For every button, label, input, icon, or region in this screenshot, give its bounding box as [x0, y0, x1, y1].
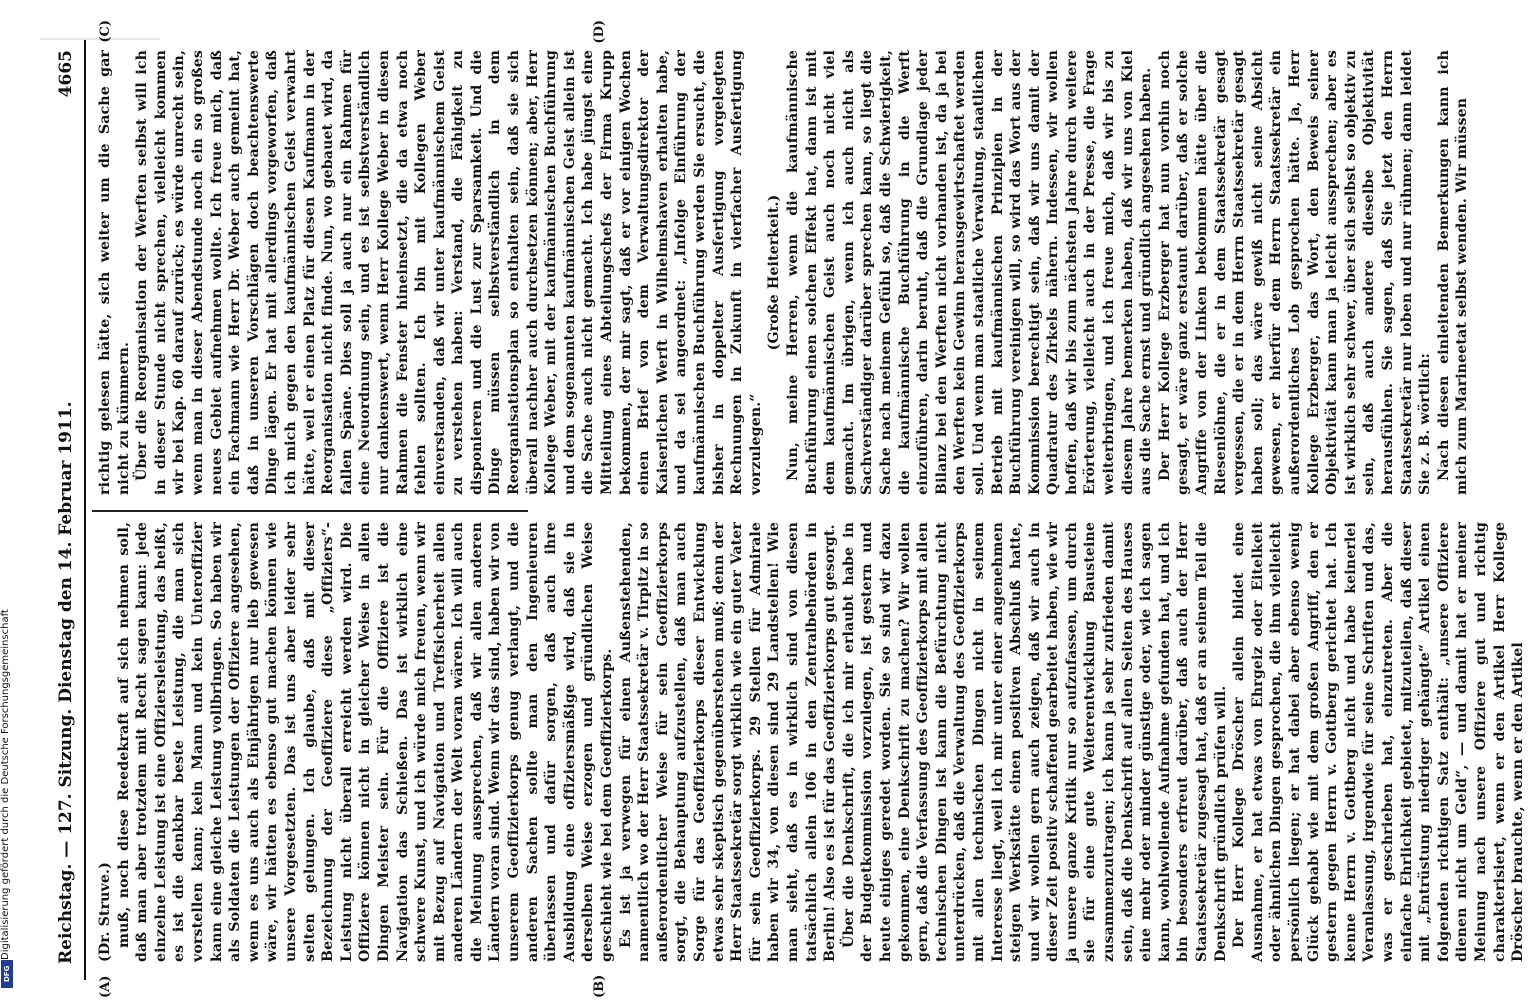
- newspaper-page: [32, 0, 1527, 1000]
- margin-mark-a: (A): [98, 975, 113, 998]
- header-title: Reichstag. — 127. Sitzung. Dienstag den 14. Februar 1911.: [56, 401, 76, 964]
- margin-mark-c: (C): [98, 20, 113, 43]
- paragraph: Nach diesen einleitenden Bemerkungen kann ich mich zum Marineetat selbst wenden. Wir müssen: [1435, 50, 1471, 495]
- paragraph: Nun, meine Herren, wenn die kaufmännische Buchführung einen solchen Effekt hat, dann ist mit dem kaufmännischen Geist auch noch nicht viel gemacht. Im übrigen, wenn ich auch nicht als Sachverständiger darüber sprechen kann, so liegt die Sache nach meinem Gefühl so, daß die Schwierigkeit, die kaufmännische Buchführung in die Werft einzuführen, darin beruht, daß die Grundlage jeder Bilanz bei den Werften nicht vorhanden ist, da ja bei den Werften kein Gewinn herausgewirtschaftet werden soll. Und wenn man staatliche Verwaltung, staatlichen Betrieb mit kaufmännischen Prinzipien in der Buchführung vereinigen will, so wird das Wort aus der Kommission berechtigt sein, daß wir uns damit der Quadratur des Zirkels nähern. Indessen, wir wollen hoffen, daß wir bis zum nächsten Jahre durch weitere Erörterung, vielleicht auch in der Presse, die Frage weiterbringen, und ich freue mich, daß wir bis zu diesem Jahre bemerken haben, daß wir uns von Kiel aus die Sache ernst und gründlich angesehen haben.: [784, 50, 1155, 495]
- column-left: [96, 522, 1527, 962]
- column-rule: [92, 510, 528, 512]
- credit-strip: [0, 0, 14, 1000]
- header-rule: [84, 40, 86, 980]
- column-right: [96, 50, 1471, 495]
- paragraph: Der Herr Kollege Erzberger hat nun vorhin noch gesagt, er wäre ganz erstaunt darüber, daß er solche Angriffe von der Linken bekommen hätte über die Riesenlöhne, die er in dem Staatssekretär gesagt vergessen, die er in dem Herrn Staatssekretär gesagt haben soll; das wäre gewiß nicht seine Absicht gewesen, er hierfür dem Herrn Staatssekretär ein außerordentliches Lob gesprochen hätte. Ja, Herr Kollege Erzberger, das Wort, den Beweis seiner Objektivität kann man ja leicht aussprechen; aber es ist wirklich sehr schwer, über sich selbst so objektiv zu sein, daß auch andere dieselbe Objektivität herausfühlen. Sie sagen, daß Sie jetzt den Herrn Staatssekretär nur loben und nur rühmen; dann leidet Sie z. B. wörtlich:: [1156, 50, 1434, 495]
- paragraph: Es ist ja verwegen für einen Außenstehenden, namentlich wo der Herr Staatssekretär v. Tirpitz in so außerordentlicher Weise für sein Geoffizierkorps sorgt, die Behauptung aufzustellen, daß man auch Sorge für das Geoffizierkorps dieser Entwicklung etwas sehr skeptisch gegenüberstehen muß; denn der Herr Staatssekretär sorgt wirklich wie ein guter Vater für sein Geoffizierkorps. 29 Stellen für Admirale haben wir 34, von diesen sind 29 Landstellen! Wie man sieht, daß es in wirklich sind von diesen tatsächlich allein 106 in den Zentralbehörden in Berlin! Also es ist für das Geoffizierkorps gut gesorgt.: [617, 522, 839, 962]
- paragraph: muß, noch diese Reedekraft auf sich nehmen soll, daß man aber trotzdem mit Recht sagen kann: jede einzelne Leistung ist eine Offiziersleistung, das heißt, es ist die denkbar beste Leistung, die man sich vorstellen kann; kein Mann und kein Unteroffizier kann eine gleiche Leistung vollbringen. So haben wir als Soldaten die Leistungen der Offiziere angesehen, wenn es uns auch als Einjährigen nur lieb gewesen wäre, wir hätten es ebenso gut machen können wie unsere Vorgesetzten. Das ist uns aber leider sehr selten gelungen. Ich glaube, daß mit dieser Bezeichnung der Geoffiziere diese „Offiziers“-Leistung nicht überall erreicht werden wird. Die Offiziere können nicht in gleicher Weise in allen Dingen Meister sein. Für die Offiziere ist die Navigation das Schießen. Das ist wirklich eine schwere Kunst, und ich würde mich freuen, wenn wir mit Bezug auf Navigation und Treffsicherheit allen anderen Ländern der Welt voran wären. Ich will auch die Meinung aussprechen, daß wir allen anderen Ländern voran sind. Wenn wir das sind, haben wir von unserem Geoffizierkorps genug verlangt, und die anderen Sachen sollte man den Ingenieuren überlassen und dafür sorgen, daß auch ihre Ausbildung eine offiziersmäßige wird, daß sie in derselben Weise erzogen und gründlichen Weise geschieht wie bei dem Geoffizierkorps.: [115, 522, 616, 962]
- page-header: [56, 40, 84, 984]
- interjection: (Große Heiterkeit.): [766, 194, 783, 351]
- margin-mark-b: (B): [592, 974, 607, 998]
- dfg-logo: DFG: [1, 960, 13, 988]
- paragraph: Über die Denkschrift, die ich mir erlaubt habe in der Budgetkommission vorzulegen, ist gestern und heute einiges geredet worden. Sie so sind wir dazu gekommen, eine Denkschrift zu machen? Wir wollen gern, daß die Verfassung des Geoffizierkorps mit allen technischen Dingen ist kann die Befürchtung nicht unterdrücken, daß die Verwaltung des Geoffizierkorps mit allen technischen Dingen nicht in seinem Interesse liegt, weil ich mir unter einer angenehmen steigen Werkstätte einen positiven Abschluß hatte, und wir wollen gern auch zeigen, daß wir auch in dieser Zeit positiv schaffend gearbeitet haben, wie wir ja unsere ganze Kritik nur so aufzufassen, um durch sie für eine gute Weiterentwicklung Bausteine zusammenzutragen; ich kann ja sehr zufrieden damit sein, daß die Denkschrift auf allen Seiten des Hauses eine mehr oder minder günstige oder, wie ich sagen kann, wohlwollende Aufnahme gefunden hat, und ich bin besonders erfreut darüber, daß auch der Herr Staatssekretär zugesagt hat, daß er an seinem Teil die Denkschrift gründlich prüfen will.: [840, 522, 1229, 962]
- speaker-label: (Dr. Struve.): [97, 862, 113, 962]
- paragraph: Der Herr Kollege Dröscher allein bildet eine Ausnahme, er hat etwas von Ehrgeiz oder Eitelkeit oder ähnlichen Dingen gesprochen, die ihm vielleicht persönlich liegen; er hat dabei aber ebenso wenig Glück gehabt wie mit dem großen Angriff, den er gestern gegen Herrn v. Gottberg gerichtet hat. Ich kenne Herrn v. Gottberg nicht und habe keinerlei Veranlassung, irgendwie für seine Schriften und das, was er geschrieben hat, einzutreten. Aber die einfache Ehrlichkeit gebietet, mitzuteilen, daß dieser mit „Entrüstung niedriger gehängte“ Artikel einen folgenden richtigen Satz enthält: „unsere Offiziere dienen nicht um Geld“, — und damit hat er meiner Meinung nach unsere Offiziere gut und richtig charakterisiert, wenn er den Artikel Herr Kollege Dröscher brauchte, wenn er den Artikel: [1231, 522, 1527, 962]
- paragraph: richtig gelesen hätte, sich weiter um die Sache gar nicht zu kümmern.: [97, 50, 132, 495]
- paragraph: Über die Reorganisation der Werften selbst will ich in dieser Stunde nicht sprechen, vielleicht kommen wir bei Kap. 60 darauf zurück; es würde unrecht sein, wenn man in dieser Abendstunde noch ein so großes neues Gebiet aufnehmen wollte. Ich freue mich, daß ein Fachmann wie Herr Dr. Weber auch gemeint hat, daß in unseren Vorschlägen doch beachtenswerte Dinge lägen. Er hat mit allerdings vorgeworfen, daß ich mich gegen den kaufmännischen Geist verwahrt hätte, weil er einen Platz für diesen Kaufmann in der Reorganisation nicht finde. Nun, wo gebauet wird, da fallen Späne. Dies soll ja auch nur ein Rahmen für eine Neuordnung sein, und es ist selbstverständlich nur dankenswert, wenn Herr Kollege Weber in diesen Rahmen die Fenster hineinsetzt, die da etwa noch fehlen sollten. Ich bin mit Kollegen Weber einverstanden, daß wir unter kaufmännischem Geist zu verstehen haben: Verstand, die Fähigkeit zu disponieren und die Lust zur Sparsamkeit. Und die Dinge müssen selbstverständlich in dem Reorganisationsplan so enthalten sein, daß sie sich überall nachher auch durchsetzen können; aber, Herr Kollege Weber, mit der kaufmännischen Buchführung und dem sogenannten kaufmännischen Geist allein ist die Sache auch nicht gemacht. Ich habe jüngst eine Mitteilung eines Abteilungschefs der Firma Krupp bekommen, der mir sagt, daß er vor einigen Wochen einen Brief von dem Verwaltungsdirektor der Kaiserlichen Werft in Wilhelmshaven erhalten habe, und da sei angeordnet: „Infolge Einführung der kaufmännischen Buchführung werden Sie ersucht, die bisher in doppelter Ausfertigung vorgelegten Rechnungen in Zukunft in vierfacher Ausfertigung vorzulegen.“: [134, 50, 764, 495]
- margin-mark-d: (D): [592, 20, 607, 44]
- page-number: 4665: [56, 50, 76, 98]
- credit-text: Digitalisierung gefördert durch die Deutsche Forschungsgemeinschaft: [0, 609, 11, 960]
